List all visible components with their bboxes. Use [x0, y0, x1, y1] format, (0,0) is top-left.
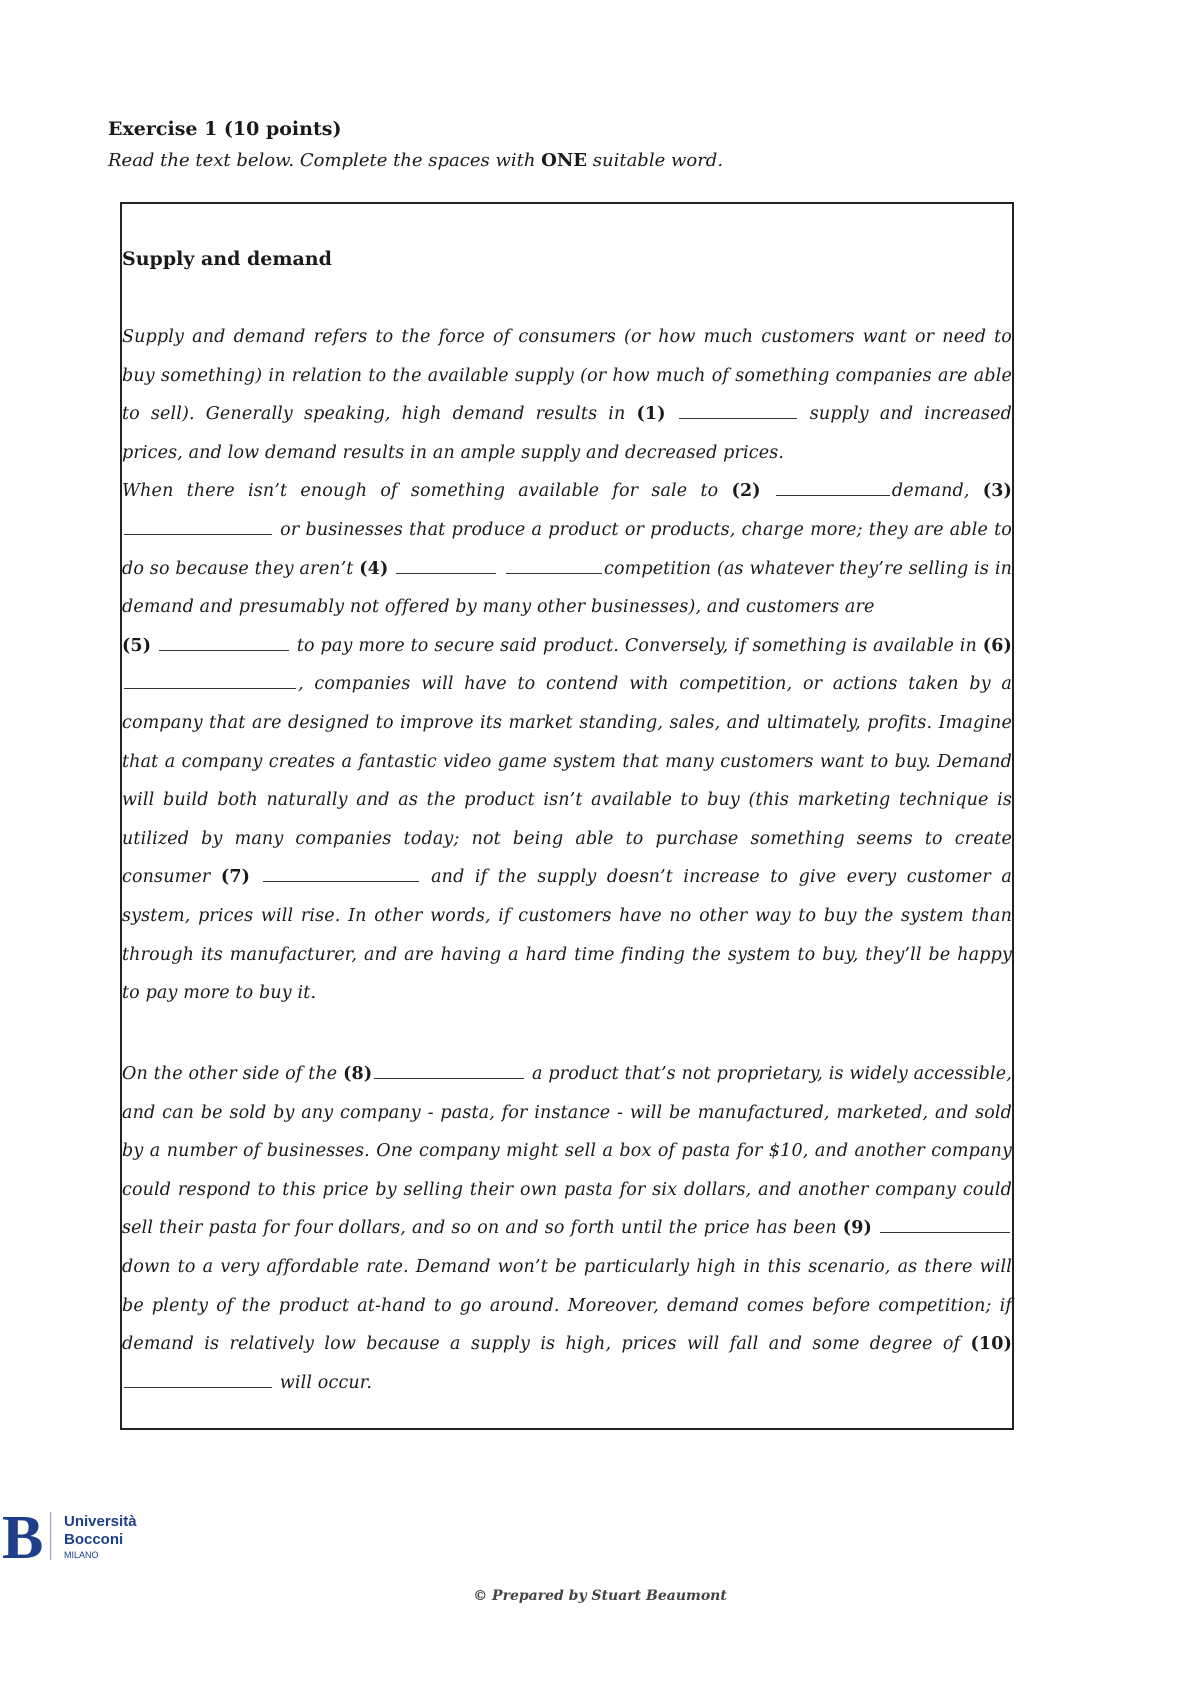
gap-blank-1[interactable]	[679, 402, 797, 419]
logo-divider	[50, 1512, 51, 1560]
gap-blank-10[interactable]	[124, 1371, 272, 1388]
text-segment: On the other side of the	[122, 1064, 338, 1084]
instruction-text-end: suitable word.	[587, 150, 724, 171]
gap-number-6: (6)	[982, 635, 1012, 656]
footer-credit: © Prepared by Stuart Beaumont	[473, 1588, 727, 1604]
text-segment: When there isn’t enough of something available for sale to	[122, 481, 719, 502]
exercise-instruction	[108, 150, 723, 171]
gap-blank-8[interactable]	[374, 1062, 524, 1079]
logo-line-1: Università	[64, 1513, 137, 1530]
text-segment: Supply and demand refers to the force of consumers (or how much customers want or need to buy something) in relation to the available supply (or how much of something companies are able to sell). Generally speaking, high demand results in	[122, 327, 1012, 425]
gap-blank-6[interactable]	[124, 672, 296, 689]
bocconi-logo	[0, 1500, 170, 1570]
logo-mark: B	[2, 1504, 44, 1570]
paragraph-1	[122, 318, 1012, 1013]
gap-blank-9[interactable]	[880, 1216, 1010, 1233]
text-segment: supply and increased prices, and low demand results in an ample supply and decreased prices.	[122, 404, 1012, 463]
gap-blank-3[interactable]	[124, 518, 272, 535]
text-segment: demand,	[891, 481, 970, 502]
text-segment: competition (as whatever they’re selling is in demand and presumably not offered by many other businesses), and customers are	[122, 558, 1012, 618]
gap-number-7: (7)	[220, 867, 251, 888]
text-segment: will occur.	[279, 1372, 373, 1393]
instruction-text-start: Read the text below. Complete the spaces with	[108, 150, 542, 171]
gap-blank-4a[interactable]	[396, 557, 496, 574]
text-segment: and if the supply doesn’t increase to give every customer a system, prices will rise. In other words, if customers have no other way to buy the system than through its manufacturer, and are having a hard time finding the system to buy, they’ll be happy to pay more to buy it.	[122, 867, 1013, 1004]
gap-blank-4b[interactable]	[506, 557, 602, 574]
gap-number-3: (3)	[982, 481, 1012, 502]
logo-line-2: Bocconi	[64, 1531, 124, 1548]
instruction-emphasis: ONE	[541, 150, 588, 171]
gap-number-5: (5)	[122, 635, 152, 656]
text-segment: a product that’s not proprietary, is widely accessible, and can be sold by any company - pasta, for instance - will be manufactured, marketed, and sold by a number of businesses. One company might sell a box of pasta for $10, and another company could respond to this price by selling their own pasta for six dollars, and another company could sell their pasta for four dollars, and so on and so forth until the price has been	[122, 1064, 1012, 1239]
gap-number-9: (9)	[842, 1218, 872, 1239]
gap-number-8: (8)	[343, 1064, 373, 1084]
gap-blank-7[interactable]	[263, 865, 419, 882]
text-segment: or businesses that produce a product or products, charge more; they are able to do so because they aren’t	[122, 519, 1012, 579]
gap-number-1: (1)	[636, 404, 666, 425]
gap-number-4: (4)	[359, 558, 389, 579]
text-segment: down to a very affordable rate. Demand won’t be particularly high in this scenario, as there will be plenty of the product at-hand to go around. Moreover, demand comes before competition; if demand is relatively low because a supply is high, prices will fall and some degree of	[122, 1256, 1012, 1355]
text-segment: , companies will have to contend with competition, or actions taken by a company that are designed to improve its market standing, sales, and ultimately, profits. Imagine that a company creates a fantastic video game system that many customers want to buy. Demand will build both naturally and as the product isn’t available to buy (this marketing technique is utilized by many companies today; not being able to purchase something seems to create consumer	[122, 674, 1012, 888]
gap-blank-2[interactable]	[776, 479, 890, 496]
paragraph-2	[122, 1055, 1012, 1402]
reading-text-box	[120, 202, 1014, 1430]
gap-blank-5[interactable]	[159, 634, 289, 651]
exercise-title: Exercise 1 (10 points)	[108, 118, 342, 140]
logo-line-3: MILANO	[64, 1550, 99, 1560]
box-title: Supply and demand	[122, 248, 332, 270]
gap-number-2: (2)	[731, 481, 761, 502]
gap-number-10: (10)	[970, 1334, 1012, 1355]
text-segment: to pay more to secure said product. Conversely, if something is available in	[296, 635, 977, 656]
